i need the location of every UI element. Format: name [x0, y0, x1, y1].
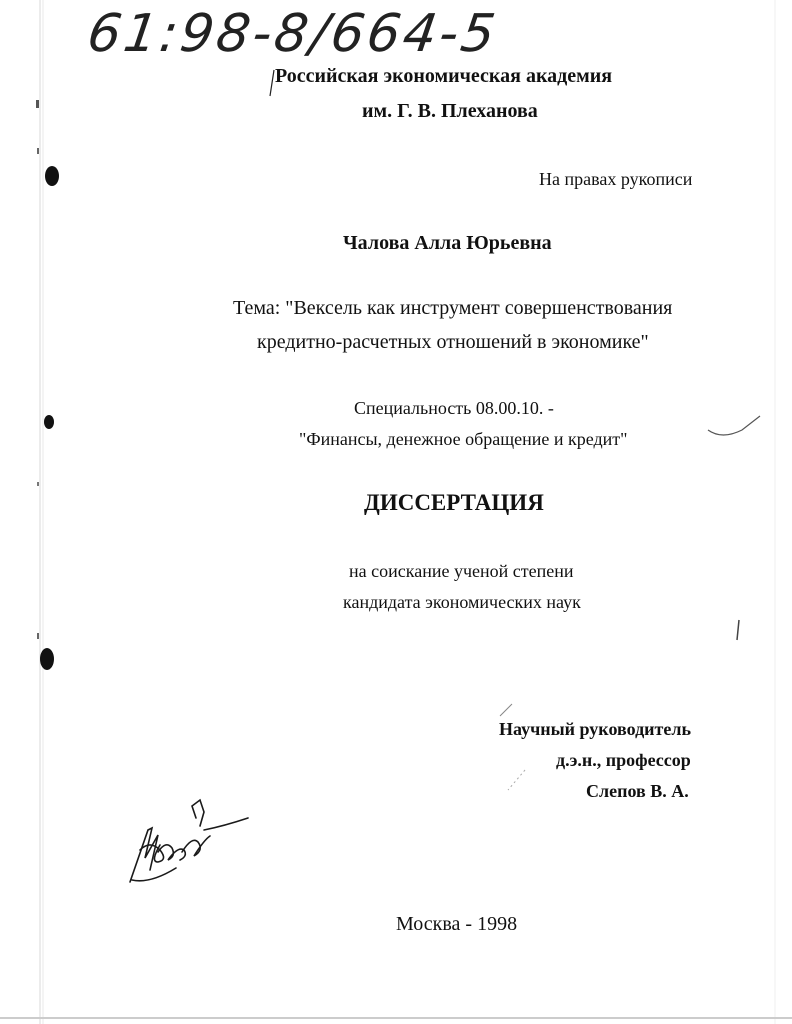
institution-name: Российская экономическая академия — [275, 65, 613, 87]
scan-speck — [37, 633, 39, 639]
margin-pen-mark — [500, 704, 512, 716]
archive-code-handwritten: 61:98-8/664-5 — [83, 4, 502, 64]
supervisor-title: д.э.н., профессор — [556, 750, 691, 770]
manuscript-note: На правах рукописи — [539, 169, 693, 189]
scan-speck — [37, 148, 39, 154]
margin-pen-mark — [737, 620, 739, 640]
margin-pen-mark — [708, 416, 760, 435]
binder-hole-middle — [44, 415, 54, 429]
binder-hole-bottom — [40, 648, 54, 670]
document-type-heading: ДИССЕРТАЦИЯ — [364, 490, 544, 515]
margin-pen-mark — [508, 770, 525, 790]
author-name: Чалова Алла Юрьевна — [343, 232, 552, 254]
topic-line-2: кредитно-расчетных отношений в экономике" — [257, 331, 649, 353]
degree-line-2: кандидата экономических наук — [343, 592, 581, 612]
topic-line-1: Тема: "Вексель как инструмент совершенствования — [233, 297, 673, 319]
scan-speck — [37, 482, 39, 486]
binder-hole-top — [45, 166, 59, 186]
specialty-code: Специальность 08.00.10. - — [354, 398, 554, 418]
signature-scribble — [130, 800, 248, 882]
supervisor-name: Слепов В. А. — [586, 781, 689, 801]
supervisor-label: Научный руководитель — [499, 719, 691, 739]
degree-line-1: на соискание ученой степени — [349, 561, 574, 581]
institution-namesake: им. Г. В. Плеханова — [362, 100, 538, 122]
pen-stroke — [270, 70, 274, 96]
city-year-footer: Москва - 1998 — [396, 913, 518, 935]
specialty-name: "Финансы, денежное обращение и кредит" — [299, 429, 628, 449]
scan-speck — [36, 100, 39, 108]
